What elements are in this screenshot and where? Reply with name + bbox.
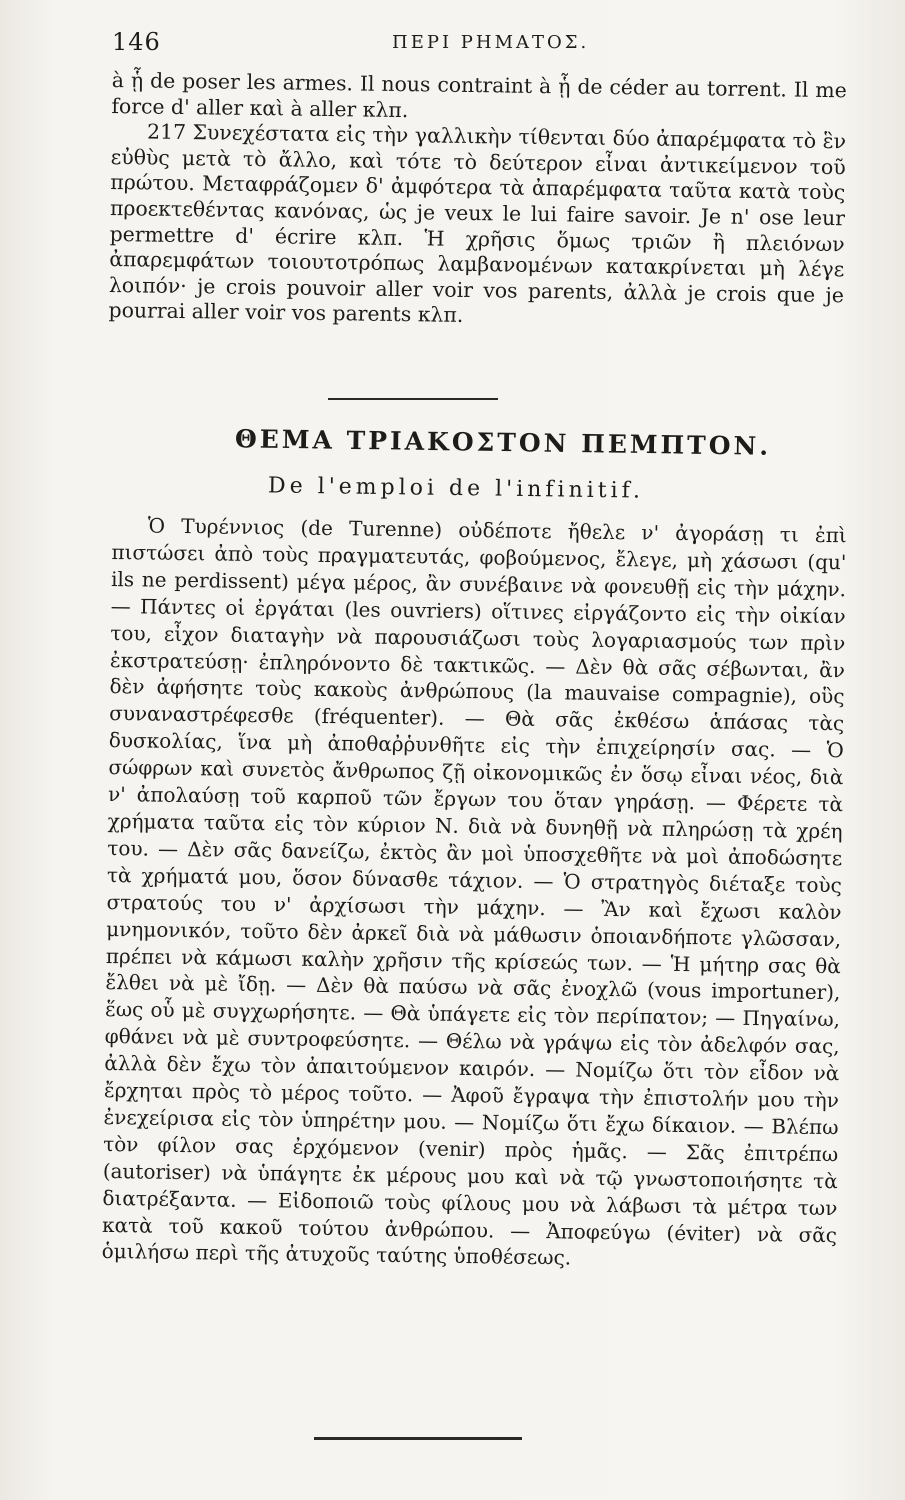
- exercise-paragraph: Ὁ Τυρέννιος (de Turenne) οὐδέποτε ἤθελε ν' ἀγοράσῃ τι ἐπὶ πιστώσει ἀπὸ τοὺς πραγματευτάς, φοβούμενος, ἔλεγε, μὴ χάσωσι (qu' ils ne perdissent) μέγα μέρος, ἂν συνέβαινε νὰ φονευθῇ εἰς τὴν μάχην. — Πάντες οἱ ἐργάται (les ouvriers) οἵτινες εἰργάζοντο εἰς τὴν οἰκίαν του, εἶχον διαταγὴν νὰ παρουσιάζωσι τοὺς λογαριασμούς των πρὶν ἐκστρατεύσῃ· ἐπληρόνοντο δὲ τακτικῶς. — Δὲν θὰ σᾶς σέβωνται, ἂν δὲν ἀφήσητε τοὺς κακοὺς ἀνθρώπους (la mauvaise compagnie), οὓς συναναστρέφεσθε (fréquenter). — Θὰ σᾶς ἐκθέσω ἁπάσας τὰς δυσκολίας, ἵνα μὴ ἀποθαῤῥυνθῆτε εἰς τὴν ἐπιχείρησίν σας. — Ὁ σώφρων καὶ συνετὸς ἄνθρωπος ζῇ οἰκονομικῶς ἐν ὅσῳ εἶναι νέος, διὰ ν' ἀπολαύσῃ τοῦ καρποῦ τῶν ἔργων του ὅταν γηράσῃ. — Φέρετε τὰ χρήματα ταῦτα εἰς τὸν κύριον Ν. διὰ νὰ δυνηθῇ νὰ πληρώσῃ τὰ χρέη του. — Δὲν σᾶς δανείζω, ἐκτὸς ἂν μοὶ ὑποσχεθῆτε νὰ μοὶ ἀποδώσητε τὰ χρήματά μου, ὅσον δύνασθε τάχιον. — Ὁ στρατηγὸς διέταξε τοὺς στρατούς του ν' ἀρχίσωσι τὴν μάχην. — Ἂν καὶ ἔχωσι καλὸν μνημονικόν, τοῦτο δὲν ἀρκεῖ διὰ νὰ μάθωσιν ὁποιανδήποτε γλῶσσαν, πρέπει νὰ κάμωσι καλὴν χρῆσιν τῆς κρίσεώς των. — Ἡ μήτηρ σας θὰ ἔλθει νὰ μὲ ἴδῃ. — Δὲν θὰ παύσω νὰ σᾶς ἐνοχλῶ (vous importuner), ἕως οὗ μὲ συγχωρήσητε. — Θὰ ὑπάγετε εἰς τὸν περίπατον; — Πηγαίνω, φθάνει νὰ μὲ συντροφεύσητε. — Θέλω νὰ γράψω εἰς τὸν ἀδελφόν σας, ἀλλὰ δὲν ἔχω τὸν ἀπαιτούμενον καιρόν. — Νομίζω ὅτι τὸν εἶδον νὰ ἔρχηται πρὸς τὸ μέρος τοῦτο. — Ἀφοῦ ἔγραψα τὴν ἐπιστολήν μου τὴν ἐνεχείρισα εἰς τὸν ὑπηρέτην μου. — Νομίζω ὅτι ἔχω δίκαιον. — Βλέπω τὸν φίλον σας ἐρχόμενον (venir) πρὸς ἡμᾶς. — Σᾶς ἐπιτρέπω (autoriser) νὰ ὑπάγητε ἐκ μέρους μου καὶ νὰ τῷ γνωστοποιήσητε τὰ διατρέξαντα. — Εἰδοποιῶ τοὺς φίλους μου νὰ λάβωσι τὰ μέτρα των κατὰ τοῦ κακοῦ τούτου ἀνθρώπου. — Ἀποφεύγω (éviter) νὰ σᾶς ὁμιλήσω περὶ τῆς ἀτυχοῦς ταύτης ὑποθέσεως.: [101, 513, 847, 1270]
- paragraph-217: 217 Συνεχέστατα εἰς τὴν γαλλικὴν τίθενται δύο ἀπαρέμφατα τὸ ἓν εὐθὺς μετὰ τὸ ἄλλο, καὶ τότε τὸ δεύτερον εἶναι ἀντικείμενον τοῦ πρώτου. Μεταφράζομεν δ' ἀμφότερα τὰ ἀπαρέμφατα ταῦτα κατὰ τοὺς προεκτεθέντας κανόνας, ὡς je veux le lui faire savoir. Je n' ose leur permettre d' écrire κλπ. Ἡ χρῆσις ὅμως τριῶν ἢ πλειόνων ἀπαρεμφάτων τοιουτοτρόπως λαμβανομένων κατακρίνεται μὴ λέγε λοιπόν· je crois pouvoir aller voir vos parents, ἀλλὰ je crois que je pourrai aller voir vos parents κλπ.: [108, 119, 847, 328]
- exercise-text: [101, 512, 846, 1276]
- page-number: 146: [112, 28, 161, 56]
- section-title: ΘΕΜΑ ΤΡΙΑΚΟΣΤΟΝ ΠΕΜΠΤΟΝ.: [234, 424, 772, 461]
- section-divider: [328, 398, 498, 400]
- section-217-text: [108, 68, 847, 334]
- end-rule: [314, 1437, 522, 1440]
- section-subtitle: De l'emploi de l'infinitif.: [267, 473, 645, 504]
- paragraph-continuation: à ᾗ de poser les armes. Il nous contraint à ᾗ de céder au torrent. Il me force d' aller καὶ à aller κλπ.: [111, 68, 847, 122]
- running-head: ΠΕΡΙ ΡΗΜΑΤΟΣ.: [392, 32, 590, 53]
- page-header: [112, 28, 855, 58]
